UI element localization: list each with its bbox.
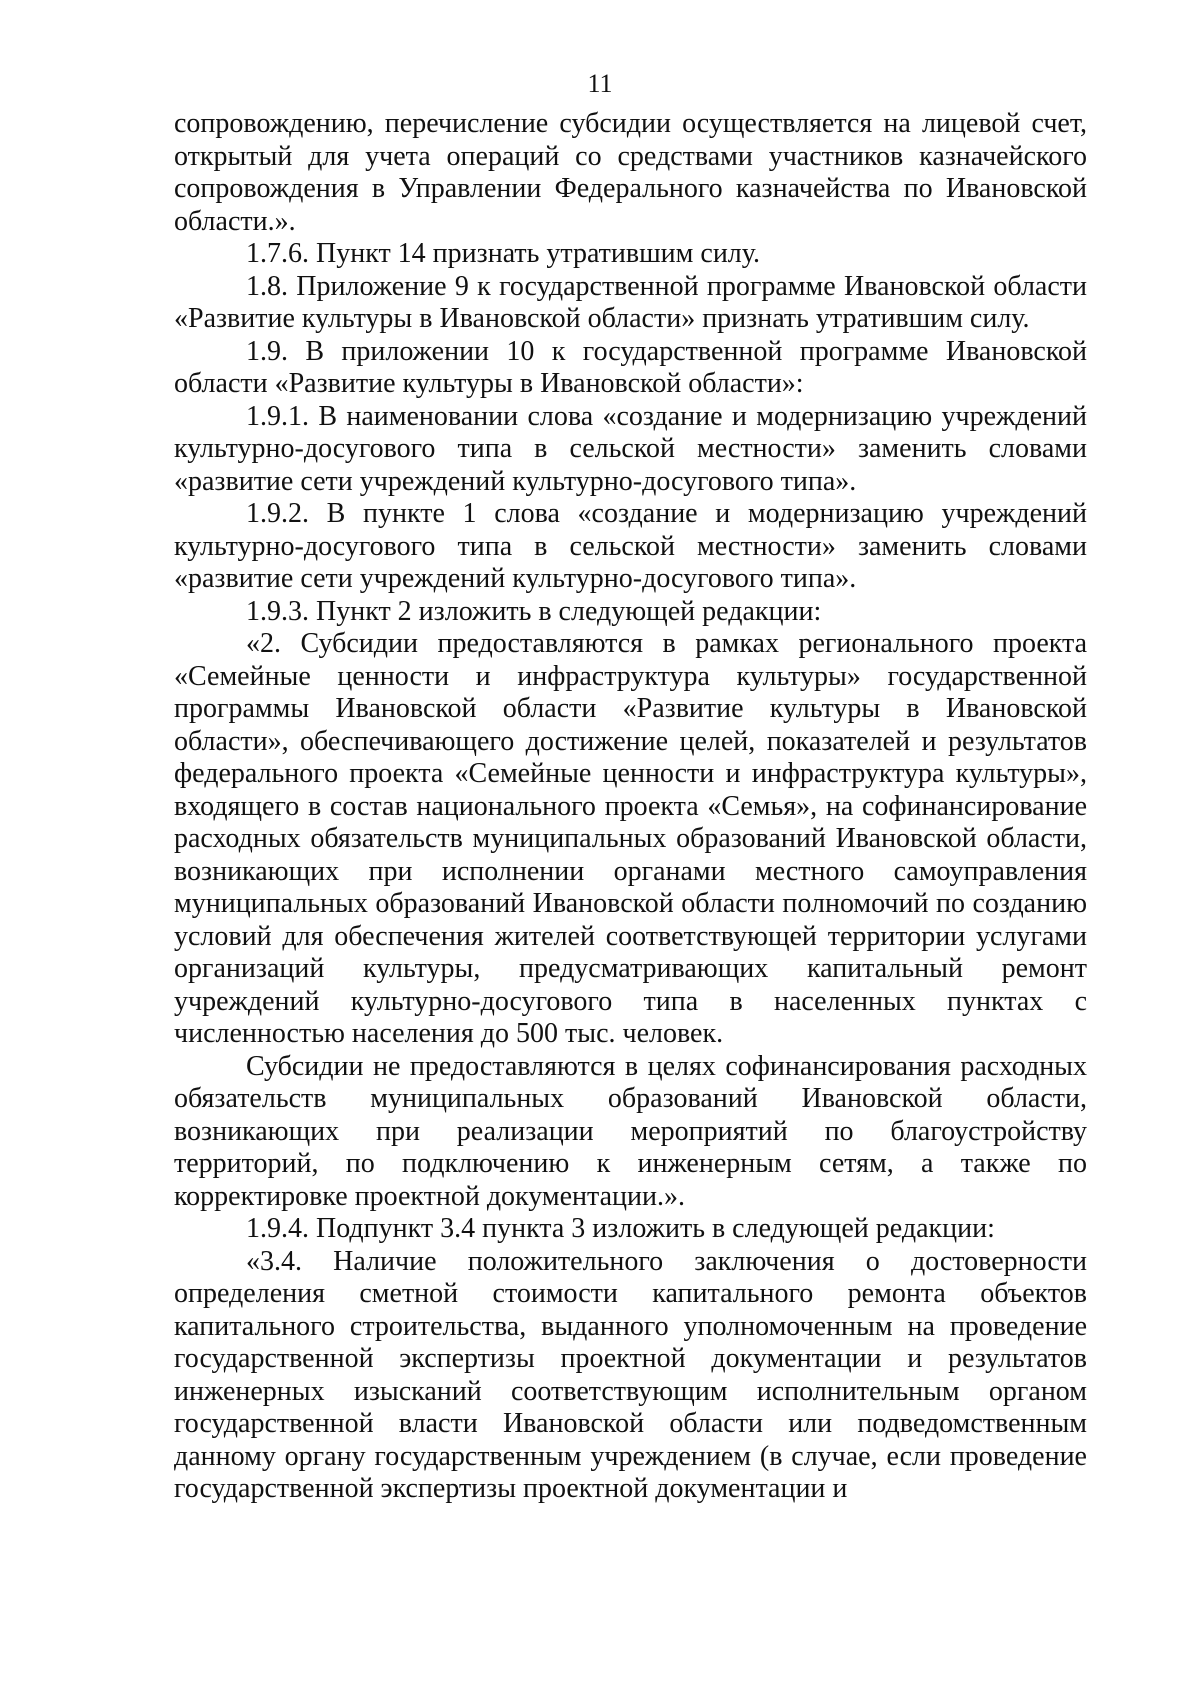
paragraph-clause-3-4: «3.4. Наличие положительного заключения о достоверности определения сметной стоимости капитального ремонта объектов капитального строительства, выданного уполномоченным на проведение государственной экспертизы проектной документации и результатов инженерных изысканий соответствующим исполнительным органом государственной власти Ивановской области или подведомственным данному органу государственным учреждением (в случае, если проведение государственной экспертизы проектной документации и bbox=[174, 1245, 1087, 1504]
paragraph-1-9: 1.9. В приложении 10 к государственной программе Ивановской области «Развитие культуры в Ивановской области»: bbox=[174, 335, 1087, 399]
paragraph-1: сопровождению, перечисление субсидии осуществляется на лицевой счет, открытый для учета операций со средствами участников казначейского сопровождения в Управлении Федерального казначейства по Ивановской области.». bbox=[174, 108, 1087, 237]
paragraph-1-9-3: 1.9.3. Пункт 2 изложить в следующей редакции: bbox=[246, 595, 822, 627]
paragraph-1-9-4: 1.9.4. Подпункт 3.4 пункта 3 изложить в следующей редакции: bbox=[246, 1213, 995, 1244]
paragraph-clause-2: «2. Субсидии предоставляются в рамках регионального проекта «Семейные ценности и инфраструктура культуры» государственной программы Ивановской области «Развитие культуры в Ивановской области», обеспечивающего достижение целей, показателей и результатов федерального проекта «Семейные ценности и инфраструктура культуры», входящего в состав национального проекта «Семья», на софинансирование расходных обязательств муниципальных образований Ивановской области, возникающих при исполнении органами местного самоуправления муниципальных образований Ивановской области полномочий по созданию условий для обеспечения жителей соответствующей территории услугами организаций культуры, предусматривающих капитальный ремонт учреждений культурно-досугового типа в населенных пунктах с численностью населения до 500 тыс. человек. bbox=[174, 628, 1087, 1049]
paragraph-1-8: 1.8. Приложение 9 к государственной программе Ивановской области «Развитие культуры в Ивановской области» признать утратившим силу. bbox=[174, 270, 1087, 334]
paragraph-1-7-6: 1.7.6. Пункт 14 признать утратившим силу. bbox=[246, 238, 760, 269]
paragraph-1-9-2: 1.9.2. В пункте 1 слова «создание и модернизацию учреждений культурно-досугового типа в сельской местности» заменить словами «развитие сети учреждений культурно-досугового типа». bbox=[174, 498, 1087, 594]
paragraph-1-9-1: 1.9.1. В наименовании слова «создание и модернизацию учреждений культурно-досугового типа в сельской местности» заменить словами «развитие сети учреждений культурно-досугового типа». bbox=[174, 400, 1087, 497]
page-number: 11 bbox=[587, 69, 613, 98]
paragraph-subsidies-exclusion: Субсидии не предоставляются в целях софинансирования расходных обязательств муниципальных образований Ивановской области, возникающих при реализации мероприятий по благоустройству территорий, по подключению к инженерным сетям, а также по корректировке проектной документации.». bbox=[174, 1050, 1087, 1212]
document-body bbox=[174, 108, 1087, 1506]
